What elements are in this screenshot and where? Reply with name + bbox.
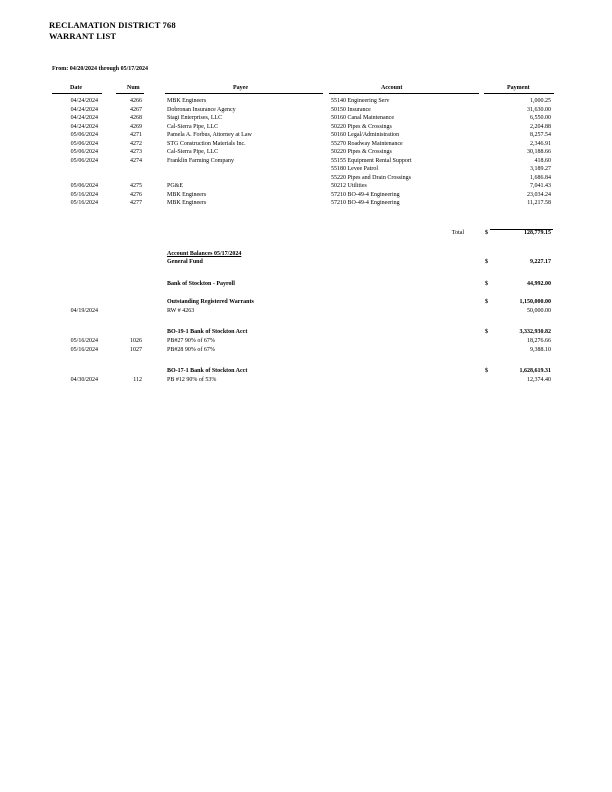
bo17-dollar: $ bbox=[485, 368, 488, 374]
bo19-row bbox=[0, 328, 612, 336]
bo17-item-payee: PB #12 90% of 53% bbox=[167, 377, 217, 383]
warrant-num: 4275 bbox=[130, 183, 142, 189]
bo19-item-num: 1026 bbox=[130, 338, 142, 344]
warrant-num: 4268 bbox=[130, 115, 142, 121]
warrant-date: 05/06/2024 bbox=[70, 132, 98, 138]
outstanding-row bbox=[0, 298, 612, 306]
warrant-payment: 2,204.88 bbox=[530, 123, 551, 130]
warrant-num: 4273 bbox=[130, 149, 142, 155]
outstanding-dollar: $ bbox=[485, 299, 488, 305]
warrant-account: 50150 Insurance bbox=[331, 106, 371, 113]
warrant-date: 05/16/2024 bbox=[70, 200, 98, 206]
warrant-account: 55180 Levee Patrol bbox=[331, 166, 378, 172]
warrant-payment: 1,686.84 bbox=[530, 174, 551, 181]
warrant-num: 4272 bbox=[130, 140, 142, 147]
bo19-item-row bbox=[0, 346, 612, 354]
warrant-account: 50220 Pipes & Crossings bbox=[331, 123, 392, 130]
bo17-amount: 1,628,619.31 bbox=[519, 368, 551, 374]
warrant-payee: STG Construction Materials Inc. bbox=[167, 140, 246, 147]
payroll-row bbox=[0, 280, 612, 288]
warrant-num: 4277 bbox=[130, 200, 142, 206]
header-rule bbox=[52, 93, 102, 94]
warrant-account: 50160 Canal Maintenance bbox=[331, 115, 394, 121]
warrant-payee: Franklin Farming Company bbox=[167, 157, 234, 164]
warrant-row bbox=[0, 182, 612, 190]
bo19-item-date: 05/16/2024 bbox=[70, 338, 98, 344]
warrant-date: 04/24/2024 bbox=[70, 115, 98, 121]
warrant-date: 05/06/2024 bbox=[70, 183, 98, 189]
warrant-account: 57210 BO-49-4 Engineering bbox=[331, 200, 400, 206]
bo19-item-payee: PB#27 90% of 67% bbox=[167, 338, 215, 344]
warrant-num: 4266 bbox=[130, 98, 142, 104]
total-row bbox=[0, 229, 612, 237]
bo17-item-row bbox=[0, 376, 612, 384]
warrant-payment: 2,346.91 bbox=[530, 140, 551, 147]
warrant-account: 55140 Engineering Serv bbox=[331, 98, 390, 104]
warrant-payee: PG&E bbox=[167, 183, 184, 189]
bo19-dollar: $ bbox=[485, 329, 488, 335]
warrant-row bbox=[0, 191, 612, 199]
outstanding-label: Outstanding Registered Warrants bbox=[167, 299, 254, 305]
warrant-row bbox=[0, 131, 612, 139]
warrant-payment: 1,000.25 bbox=[530, 98, 551, 104]
outstanding-item-payment: 50,000.00 bbox=[527, 308, 551, 314]
header-account: Account bbox=[381, 85, 403, 91]
warrant-payee: Pamela A. Forbus, Attorney at Law bbox=[167, 132, 252, 138]
bo19-amount: 3,332,930.82 bbox=[519, 329, 551, 335]
warrant-payee: Dobronan Insurance Agency bbox=[167, 106, 236, 113]
warrant-date: 05/06/2024 bbox=[70, 140, 98, 147]
warrant-payee: Cal-Sierra Pipe, LLC bbox=[167, 149, 219, 155]
warrant-date: 04/24/2024 bbox=[70, 106, 98, 113]
warrant-row bbox=[0, 123, 612, 131]
warrant-row bbox=[0, 174, 612, 182]
warrant-payee: Stagi Enterprises, LLC bbox=[167, 115, 223, 121]
warrant-account: 50160 Legal/Administration bbox=[331, 132, 400, 138]
warrant-account: 55220 Pipes and Drain Crossings bbox=[331, 174, 411, 181]
general-fund-row bbox=[0, 258, 612, 266]
warrant-payment: 23,034.24 bbox=[527, 191, 551, 198]
bo17-item-payment: 12,374.40 bbox=[527, 377, 551, 383]
bo19-item-payee: PB#28 90% of 67% bbox=[167, 347, 215, 353]
warrant-num: 4274 bbox=[130, 157, 142, 164]
warrant-row bbox=[0, 106, 612, 114]
date-range: From: 04/20/2024 through 05/17/2024 bbox=[52, 66, 148, 72]
warrant-num: 4271 bbox=[130, 132, 142, 138]
warrant-row bbox=[0, 97, 612, 105]
outstanding-amount: 1,150,000.00 bbox=[519, 299, 551, 305]
header-rule bbox=[116, 93, 144, 94]
warrant-payment: 7,041.43 bbox=[530, 183, 551, 189]
bo17-item-num: 112 bbox=[133, 377, 142, 383]
total-label: Total bbox=[451, 230, 464, 236]
header-payment: Payment bbox=[507, 85, 530, 91]
org-title: RECLAMATION DISTRICT 768 bbox=[49, 20, 176, 30]
warrant-date: 04/24/2024 bbox=[70, 123, 98, 130]
warrant-row bbox=[0, 148, 612, 156]
warrant-account: 55155 Equipment Rental Support bbox=[331, 157, 412, 164]
warrant-account: 50212 Utilities bbox=[331, 183, 367, 189]
warrant-row bbox=[0, 140, 612, 148]
outstanding-item-row bbox=[0, 307, 612, 315]
warrant-payee: Cal-Sierra Pipe, LLC bbox=[167, 123, 219, 130]
bo19-item-num: 1027 bbox=[130, 347, 142, 353]
warrant-payment: 30,188.66 bbox=[527, 149, 551, 155]
warrant-payment: 418.60 bbox=[534, 157, 551, 164]
outstanding-item-date: 04/19/2024 bbox=[70, 308, 98, 314]
payroll-label: Bank of Stockton - Payroll bbox=[167, 281, 235, 287]
warrant-account: 50220 Pipes & Crossings bbox=[331, 149, 392, 155]
bo17-label: BO-17-1 Bank of Stockton Acct bbox=[167, 368, 248, 374]
warrant-num: 4269 bbox=[130, 123, 142, 130]
warrant-num: 4276 bbox=[130, 191, 142, 198]
general-fund-label: General Fund bbox=[167, 259, 203, 265]
bo19-item-payment: 9,388.10 bbox=[530, 347, 551, 353]
bo19-item-payment: 18,276.66 bbox=[527, 338, 551, 344]
payroll-dollar: $ bbox=[485, 281, 488, 287]
general-fund-amount: 9,227.17 bbox=[530, 259, 551, 265]
header-rule bbox=[484, 93, 554, 94]
document-title: WARRANT LIST bbox=[49, 31, 117, 41]
warrant-payment: 8,257.54 bbox=[530, 132, 551, 138]
general-fund-dollar: $ bbox=[485, 259, 488, 265]
warrant-payee: MBK Engineers bbox=[167, 98, 207, 104]
total-amount: 128,779.15 bbox=[524, 230, 551, 236]
warrant-payee: MBK Engineers bbox=[167, 200, 207, 206]
bo19-label: BO-19-1 Bank of Stockton Acct bbox=[167, 329, 248, 335]
warrant-row bbox=[0, 157, 612, 165]
warrant-payment: 31,630.00 bbox=[527, 106, 551, 113]
outstanding-item-payee: RW # 4263 bbox=[167, 308, 195, 314]
warrant-row bbox=[0, 165, 612, 173]
warrant-row bbox=[0, 199, 612, 207]
payroll-amount: 44,992.00 bbox=[527, 281, 551, 287]
warrant-account: 55270 Roadway Maintenance bbox=[331, 140, 403, 147]
warrant-num: 4267 bbox=[130, 106, 142, 113]
warrant-date: 05/06/2024 bbox=[70, 157, 98, 164]
bo19-item-date: 05/16/2024 bbox=[70, 347, 98, 353]
balances-heading-row bbox=[0, 250, 612, 258]
warrant-date: 05/16/2024 bbox=[70, 191, 98, 198]
header-rule bbox=[329, 93, 479, 94]
header-date: Date bbox=[70, 85, 82, 91]
warrant-payee: MBK Engineers bbox=[167, 191, 207, 198]
warrant-payment: 11,217.58 bbox=[527, 200, 551, 206]
warrant-date: 05/06/2024 bbox=[70, 149, 98, 155]
warrant-row bbox=[0, 114, 612, 122]
header-rule bbox=[165, 93, 323, 94]
header-payee: Payee bbox=[233, 85, 248, 91]
warrant-date: 04/24/2024 bbox=[70, 98, 98, 104]
bo17-item-date: 04/30/2024 bbox=[70, 377, 98, 383]
bo19-item-row bbox=[0, 337, 612, 345]
header-num: Num bbox=[127, 85, 140, 91]
warrant-payment: 3,189.27 bbox=[530, 166, 551, 172]
balances-heading: Account Balances 05/17/2024 bbox=[167, 251, 242, 257]
warrant-payment: 6,550.00 bbox=[530, 115, 551, 121]
bo17-row bbox=[0, 367, 612, 375]
warrant-account: 57210 BO-49-4 Engineering bbox=[331, 191, 400, 198]
total-dollar: $ bbox=[485, 230, 488, 236]
